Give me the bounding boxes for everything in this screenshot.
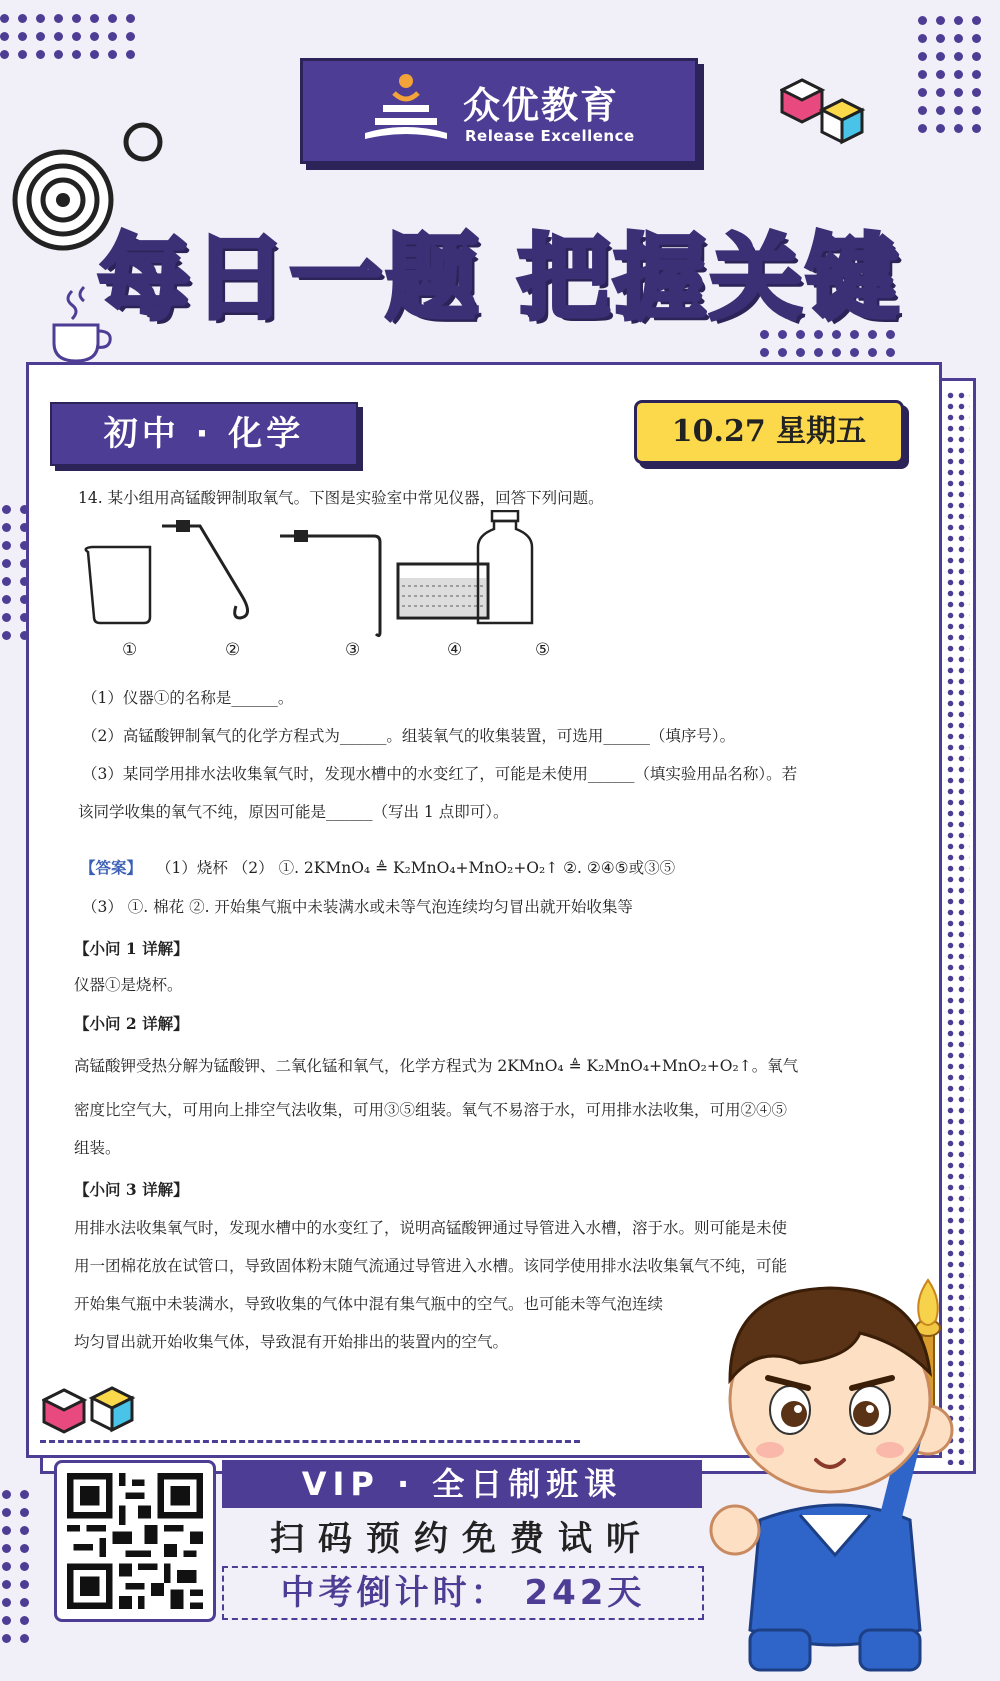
brand-tagline: Release Excellence — [465, 127, 635, 145]
bent-tube-icon — [162, 520, 248, 618]
cubes-decor-top — [780, 78, 880, 158]
detail-text-1: 仪器①是烧杯。 — [74, 976, 183, 994]
answer-line-1: （1）烧杯 （2） ①. 2KMnO₄ ≜ K₂MnO₄+MnO₂+O₂↑ ②. ②④⑤或③⑤ — [156, 859, 676, 877]
slogan-title: 每日一题 把握关键 — [97, 225, 903, 332]
date-tag: 10.27 星期五 — [634, 400, 904, 464]
question-part-2: （2）高锰酸钾制氧气的化学方程式为______。组装氧气的收集装置，可选用______（填序号）。 — [82, 727, 736, 745]
decor-dots-top-left — [0, 14, 135, 59]
apparatus-figure — [80, 510, 580, 640]
answer-label: 【答案】 — [80, 858, 143, 877]
vip-banner: VIP · 全日制班课 — [222, 1460, 702, 1508]
decor-dots-bottom-left — [2, 1490, 29, 1643]
brand-logo-icon — [361, 71, 451, 151]
decor-dots-left — [2, 505, 29, 640]
brand-logo-banner — [300, 58, 698, 164]
qr-code[interactable] — [54, 1460, 216, 1622]
detail-text-3-line-4: 均匀冒出就开始收集气体，导致混有开始排出的装置内的空气。 — [74, 1333, 509, 1351]
apparatus-label-2: ② — [225, 640, 241, 660]
detail-heading-2: 【小问 2 详解】 — [74, 1014, 189, 1033]
detail-text-3-line-2: 用一团棉花放在试管口，导致固体粉末随气流通过导管进入水槽。该同学使用排水法收集氧气不纯，可能 — [74, 1257, 788, 1275]
detail-text-2-line-1: 高锰酸钾受热分解为锰酸钾、二氧化锰和氧气，化学方程式为 2KMnO₄ ≜ K₂MnO₄+MnO₂+O₂↑。氧气 — [74, 1057, 799, 1075]
apparatus-label-5: ⑤ — [535, 640, 551, 660]
detail-text-2-line-3: 组装。 — [74, 1139, 121, 1157]
cubes-decor-bottom — [42, 1384, 142, 1444]
question-part-1: （1）仪器①的名称是______。 — [82, 689, 294, 707]
subject-tag: 初中 · 化学 — [50, 402, 358, 466]
qr-code-icon — [67, 1473, 203, 1609]
decor-dots-top-right — [918, 16, 981, 133]
question-stem: 14. 某小组用高锰酸钾制取氧气。下图是实验室中常见仪器，回答下列问题。 — [78, 489, 604, 507]
beaker-icon — [86, 547, 150, 623]
bottom-divider — [40, 1440, 580, 1443]
detail-text-2-line-2: 密度比空气大，可用向上排空气法收集，可用③⑤组装。氧气不易溶于水，可用排水法收集，可用②④⑤ — [74, 1101, 788, 1119]
answer-line-2: （3） ①. 棉花 ②. 开始集气瓶中未装满水或未等气泡连续均匀冒出就开始收集等 — [82, 898, 633, 916]
scan-cta: 扫码预约免费试听 — [270, 1519, 654, 1559]
detail-text-3-line-3: 开始集气瓶中未装满水，导致收集的气体中混有集气瓶中的空气。也可能未等气泡连续 — [74, 1295, 664, 1313]
mascot-boy-icon — [690, 1270, 990, 1675]
detail-text-3-line-1: 用排水法收集氧气时，发现水槽中的水变红了，说明高锰酸钾通过导管进入水槽，溶于水。则可能是未使 — [74, 1219, 788, 1237]
detail-heading-1: 【小问 1 详解】 — [74, 939, 189, 958]
question-part-3-line-2: 该同学收集的氧气不纯，原因可能是______（写出 1 点即可）。 — [78, 803, 509, 821]
apparatus-label-3: ③ — [345, 640, 361, 660]
question-part-3-line-1: （3）某同学用排水法收集氧气时，发现水槽中的水变红了，可能是未使用______（填实验用品名称）。若 — [82, 765, 798, 783]
detail-heading-3: 【小问 3 详解】 — [74, 1180, 189, 1199]
apparatus-label-4: ④ — [447, 640, 463, 660]
apparatus-label-1: ① — [122, 640, 138, 660]
water-trough-icon — [398, 564, 488, 618]
delivery-tube-icon — [280, 530, 380, 636]
gas-jar-icon — [478, 511, 532, 623]
exam-countdown: 中考倒计时： 242天 — [222, 1566, 704, 1620]
brand-name: 众优教育 — [463, 84, 619, 127]
